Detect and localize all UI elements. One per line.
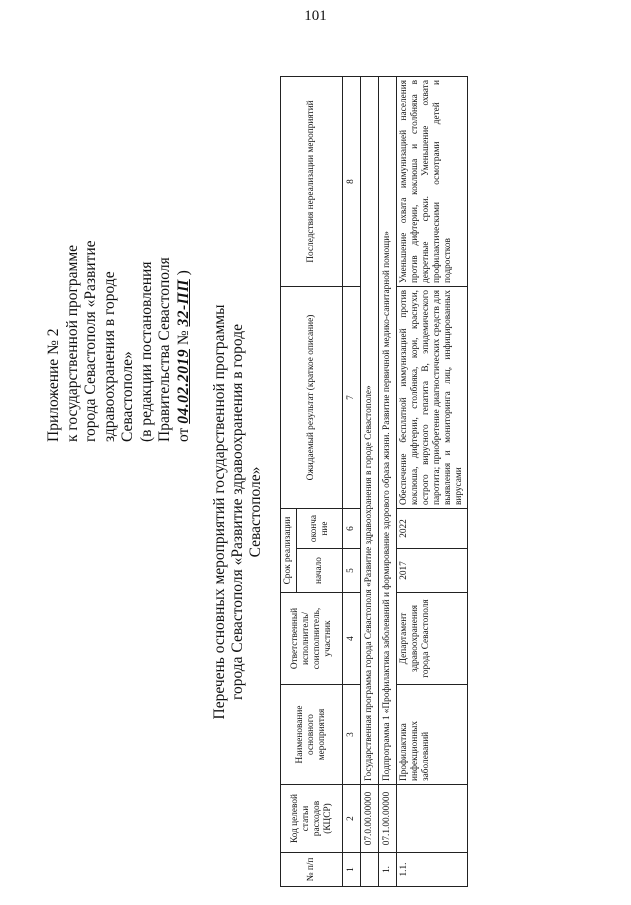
program-num [361, 853, 379, 887]
appendix-line: Правительства Севастополя [156, 257, 173, 442]
header-num: № п/п [281, 853, 343, 887]
appendix-line: здравоохранения в городе [100, 271, 118, 442]
index-cell: 4 [343, 593, 361, 685]
date-prefix: от [174, 427, 192, 442]
column-index-row [343, 77, 361, 887]
index-cell: 8 [343, 77, 361, 287]
program-code: 07.0.00.00000 [361, 785, 379, 853]
header-row [281, 77, 297, 887]
title-line-2: города Севастополя «Развитие здравоохранения в городе [229, 324, 246, 700]
row-name: Профилактика инфекционных заболеваний [397, 685, 468, 785]
appendix-date-line [175, 102, 194, 442]
appendix-line: Приложение № 2 [45, 328, 62, 442]
program-title: Государственная программа города Севастополя «Развитие здравоохранения в городе Севастополе» [361, 77, 379, 785]
appendix-line: (в редакции постановления [137, 261, 155, 442]
header-period: Срок реализации [281, 509, 297, 593]
title-line-1: Перечень основных мероприятий государственной программы [211, 304, 228, 720]
measures-table [280, 76, 468, 887]
index-cell: 3 [343, 685, 361, 785]
row-result: Обеспечение бесплатной иммунизацией против коклюша, дифтерии, столбняка, кори, краснухи, острого вирусного гепатита В, эпидемического паротита; приобретение диагностических средств для выявления и мониторинга лиц, инфицированных вирусами [397, 287, 468, 509]
subprogram-num: 1. [379, 853, 397, 887]
handwritten-number: 32-ПП [174, 279, 192, 327]
appendix-line: города Севастополя «Развитие [82, 240, 99, 442]
index-cell: 6 [343, 509, 361, 549]
header-start: начало [297, 549, 343, 593]
page-number: 101 [304, 8, 327, 24]
row-end: 2022 [397, 509, 468, 549]
title-line-3: Севастополе» [247, 466, 264, 558]
row-executor: Департамент здравоохранения города Севастополя [397, 593, 468, 685]
row-consequence: Уменьшение охвата иммунизацией населения против дифтерии, коклюша и столбняка в декретные сроки. Уменьшение охвата профилактическими осмотрами детей и подростков [397, 77, 468, 287]
handwritten-date: 04.02.2019 [174, 349, 192, 424]
appendix-line: к государственной программе [63, 244, 81, 442]
table-row [397, 77, 468, 887]
rotated-page-content [37, 72, 597, 892]
row-code [397, 785, 468, 853]
header-consequence: Последствия нереализации мероприятий [281, 77, 343, 287]
number-prefix: № [174, 330, 192, 346]
subprogram-title: Подпрограмма 1 «Профилактика заболеваний и формирование здорового образа жизни. Развитие первичной медико-санитарной помощи» [379, 77, 397, 785]
header-executor: Ответственный исполнитель/ соисполнитель, участник [281, 593, 343, 685]
index-cell: 5 [343, 549, 361, 593]
row-num: 1.1. [397, 853, 468, 887]
header-name: Наименование основного мероприятия [281, 685, 343, 785]
header-code: Код целевой статьи расходов (КЦСР) [281, 785, 343, 853]
close-paren: ) [174, 270, 192, 276]
subprogram-row [379, 77, 397, 887]
appendix-caption [45, 102, 193, 442]
document-title [211, 202, 265, 822]
index-cell: 7 [343, 287, 361, 509]
appendix-line: Севастополе» [119, 351, 136, 442]
subprogram-code: 07.1.00.00000 [379, 785, 397, 853]
row-start: 2017 [397, 549, 468, 593]
program-row [361, 77, 379, 887]
header-end: оконча ние [297, 509, 343, 549]
index-cell: 1 [343, 853, 361, 887]
index-cell: 2 [343, 785, 361, 853]
header-result: Ожидаемый результат (краткое описание) [281, 287, 343, 509]
